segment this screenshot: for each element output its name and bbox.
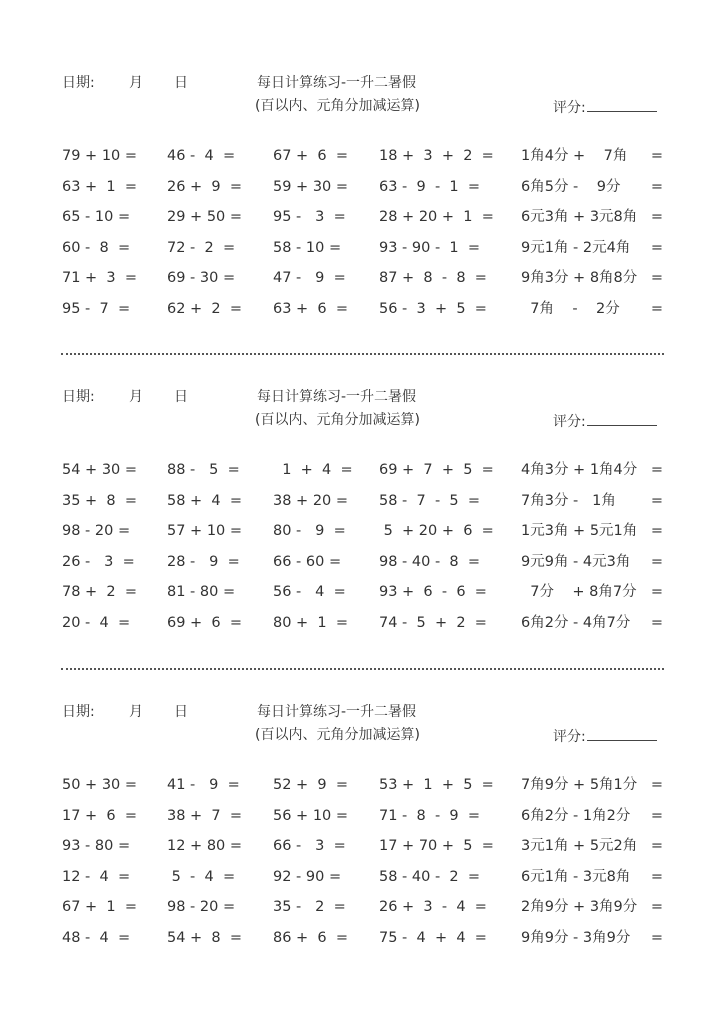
problem: 67 + 1 = — [62, 899, 138, 915]
money-problem — [521, 460, 663, 480]
equals-sign: = — [650, 899, 663, 915]
problem: 98 - 20 = — [167, 899, 236, 915]
problem: 28 - 9 = — [167, 553, 240, 570]
cut-line-divider — [61, 353, 664, 355]
problem: 98 - 40 - 8 = — [379, 553, 481, 570]
problem-row — [0, 928, 724, 958]
money-expression: 7角9分 + 5角1分 — [521, 777, 638, 793]
day-label: 日 — [174, 704, 188, 720]
worksheet-title: 每日计算练习-一升二暑假 — [257, 389, 417, 405]
problem: 80 + 1 = — [273, 614, 349, 631]
score-field[interactable] — [553, 97, 657, 117]
month-label: 月 — [129, 389, 143, 405]
score-label: 评分: — [553, 100, 586, 116]
money-problem — [521, 867, 663, 887]
money-expression: 2角9分 + 3角9分 — [521, 899, 638, 915]
money-problem — [521, 146, 663, 166]
equals-sign: = — [650, 178, 663, 195]
problem: 79 + 10 = — [62, 148, 138, 164]
problem: 18 + 3 + 2 = — [379, 148, 494, 164]
problem: 92 - 90 = — [273, 868, 342, 885]
problem: 46 - 4 = — [167, 148, 236, 164]
money-expression: 6角2分 - 1角2分 — [521, 807, 631, 824]
money-expression: 6角5分 - 9分 — [521, 178, 621, 195]
problem: 58 - 10 = — [273, 239, 342, 256]
money-problem — [521, 552, 663, 572]
problem: 38 + 7 = — [167, 807, 243, 824]
money-problem — [521, 177, 663, 197]
money-expression: 7角3分 - 1角 — [521, 492, 616, 509]
problem: 69 + 7 + 5 = — [379, 462, 494, 478]
problem: 63 + 1 = — [62, 178, 138, 195]
problem: 47 - 9 = — [273, 270, 346, 286]
problem-row — [0, 521, 724, 551]
problem-row — [0, 867, 724, 897]
date-label: 日期: — [62, 704, 95, 720]
problem: 17 + 70 + 5 = — [379, 838, 494, 854]
equals-sign: = — [650, 148, 663, 164]
equals-sign: = — [650, 239, 663, 256]
money-expression: 6角2分 - 4角7分 — [521, 614, 631, 631]
money-expression: 6元1角 - 3元8角 — [521, 868, 631, 885]
score-blank-line[interactable] — [587, 97, 657, 112]
problem: 74 - 5 + 2 = — [379, 614, 487, 631]
problem: 67 + 6 = — [273, 148, 349, 164]
problem: 56 + 10 = — [273, 807, 349, 824]
money-expression: 6元3角 + 3元8角 — [521, 209, 638, 225]
problem: 50 + 30 = — [62, 777, 138, 793]
equals-sign: = — [650, 777, 663, 793]
problem: 81 - 80 = — [167, 584, 236, 600]
money-problem — [521, 207, 663, 227]
money-problem — [521, 299, 663, 319]
problem: 80 - 9 = — [273, 523, 346, 539]
problem: 17 + 6 = — [62, 807, 138, 824]
equals-sign: = — [650, 492, 663, 509]
problem: 12 - 4 = — [62, 868, 131, 885]
money-problem — [521, 582, 663, 602]
problem: 28 + 20 + 1 = — [379, 209, 494, 225]
worksheet-subtitle: (百以内、元角分加减运算) — [255, 412, 420, 428]
problem-row — [0, 775, 724, 805]
equals-sign: = — [650, 868, 663, 885]
equals-sign: = — [650, 523, 663, 539]
money-problem — [521, 806, 663, 826]
problem-row — [0, 613, 724, 643]
problem: 88 - 5 = — [167, 462, 240, 478]
problem: 95 - 3 = — [273, 209, 346, 225]
money-expression: 1角4分 + 7角 — [521, 148, 628, 164]
month-label: 月 — [129, 75, 143, 91]
problem: 35 + 8 = — [62, 492, 138, 509]
problem: 20 - 4 = — [62, 614, 131, 631]
cut-line-divider — [61, 668, 664, 670]
problem: 26 - 3 = — [62, 553, 135, 570]
equals-sign: = — [650, 838, 663, 854]
score-blank-line[interactable] — [587, 726, 657, 741]
problem: 54 + 30 = — [62, 462, 138, 478]
problem: 87 + 8 - 8 = — [379, 270, 487, 286]
problem-row — [0, 806, 724, 836]
equals-sign: = — [650, 209, 663, 225]
problem: 1 + 4 = — [273, 462, 353, 478]
problem-row — [0, 238, 724, 268]
problem-row — [0, 268, 724, 298]
problem: 65 - 10 = — [62, 209, 131, 225]
problem: 93 - 90 - 1 = — [379, 239, 481, 256]
problem: 78 + 2 = — [62, 584, 138, 600]
worksheet-subtitle: (百以内、元角分加减运算) — [255, 98, 420, 114]
problem-row — [0, 177, 724, 207]
money-expression: 4角3分 + 1角4分 — [521, 462, 638, 478]
money-problem — [521, 268, 663, 288]
problem: 69 - 30 = — [167, 270, 236, 286]
money-problem — [521, 928, 663, 948]
problem: 93 + 6 - 6 = — [379, 584, 487, 600]
score-label: 评分: — [553, 414, 586, 430]
money-expression: 9角3分 + 8角8分 — [521, 270, 638, 286]
month-label: 月 — [129, 704, 143, 720]
problem: 72 - 2 = — [167, 239, 236, 256]
problem: 66 - 3 = — [273, 838, 346, 854]
equals-sign: = — [650, 614, 663, 631]
problem-row — [0, 582, 724, 612]
problem: 58 - 40 - 2 = — [379, 868, 481, 885]
problem: 48 - 4 = — [62, 929, 131, 946]
equals-sign: = — [650, 553, 663, 570]
problem: 93 - 80 = — [62, 838, 131, 854]
problem: 38 + 20 = — [273, 492, 349, 509]
problem: 56 - 3 + 5 = — [379, 300, 487, 317]
money-expression: 7分 + 8角7分 — [521, 584, 637, 600]
money-expression: 9角9分 - 3角9分 — [521, 929, 631, 946]
problem: 57 + 10 = — [167, 523, 243, 539]
money-expression: 1元3角 + 5元1角 — [521, 523, 638, 539]
worksheet-title: 每日计算练习-一升二暑假 — [257, 704, 417, 720]
date-label: 日期: — [62, 389, 95, 405]
problem-row — [0, 146, 724, 176]
money-problem — [521, 775, 663, 795]
problem: 26 + 9 = — [167, 178, 243, 195]
problem: 58 - 7 - 5 = — [379, 492, 480, 509]
problem: 95 - 7 = — [62, 300, 131, 317]
problem-row — [0, 207, 724, 237]
date-label: 日期: — [62, 75, 95, 91]
problem: 86 + 6 = — [273, 929, 349, 946]
worksheet-subtitle: (百以内、元角分加减运算) — [255, 727, 420, 743]
problem-row — [0, 836, 724, 866]
worksheet-section-1 — [0, 74, 724, 374]
problem: 5 - 4 = — [167, 868, 236, 885]
problem-row — [0, 897, 724, 927]
money-expression: 9元1角 - 2元4角 — [521, 239, 631, 256]
problem-row — [0, 552, 724, 582]
problem: 66 - 60 = — [273, 553, 342, 570]
problem: 60 - 8 = — [62, 239, 131, 256]
problem: 75 - 4 + 4 = — [379, 929, 487, 946]
day-label: 日 — [174, 75, 188, 91]
equals-sign: = — [650, 300, 663, 317]
problem-row — [0, 460, 724, 490]
problem: 56 - 4 = — [273, 584, 346, 600]
money-expression: 3元1角 + 5元2角 — [521, 838, 638, 854]
score-label: 评分: — [553, 729, 586, 745]
problem: 62 + 2 = — [167, 300, 243, 317]
score-blank-line[interactable] — [587, 411, 657, 426]
money-problem — [521, 238, 663, 258]
money-problem — [521, 491, 663, 511]
day-label: 日 — [174, 389, 188, 405]
problem: 5 + 20 + 6 = — [379, 523, 494, 539]
worksheet-section-3 — [0, 703, 724, 1003]
money-problem — [521, 897, 663, 917]
problem: 52 + 9 = — [273, 777, 349, 793]
score-field[interactable] — [553, 411, 657, 431]
problem: 12 + 80 = — [167, 838, 243, 854]
problem: 53 + 1 + 5 = — [379, 777, 494, 793]
equals-sign: = — [650, 807, 663, 824]
problem: 63 - 9 - 1 = — [379, 178, 480, 195]
problem-row — [0, 491, 724, 521]
problem: 35 - 2 = — [273, 899, 346, 915]
problem: 59 + 30 = — [273, 178, 349, 195]
problem: 58 + 4 = — [167, 492, 243, 509]
equals-sign: = — [650, 929, 663, 946]
problem: 26 + 3 - 4 = — [379, 899, 487, 915]
problem-row — [0, 299, 724, 329]
problem: 63 + 6 = — [273, 300, 349, 317]
equals-sign: = — [650, 462, 663, 478]
worksheet-section-2 — [0, 388, 724, 688]
equals-sign: = — [650, 584, 663, 600]
money-expression: 9元9角 - 4元3角 — [521, 553, 631, 570]
score-field[interactable] — [553, 726, 657, 746]
problem: 54 + 8 = — [167, 929, 243, 946]
worksheet-title: 每日计算练习-一升二暑假 — [257, 75, 417, 91]
problem: 29 + 50 = — [167, 209, 243, 225]
money-problem — [521, 521, 663, 541]
money-problem — [521, 613, 663, 633]
problem: 71 + 3 = — [62, 270, 138, 286]
problem: 71 - 8 - 9 = — [379, 807, 480, 824]
problem: 98 - 20 = — [62, 523, 131, 539]
money-problem — [521, 836, 663, 856]
equals-sign: = — [650, 270, 663, 286]
money-expression: 7角 - 2分 — [521, 300, 620, 317]
problem: 41 - 9 = — [167, 777, 240, 793]
problem: 69 + 6 = — [167, 614, 243, 631]
